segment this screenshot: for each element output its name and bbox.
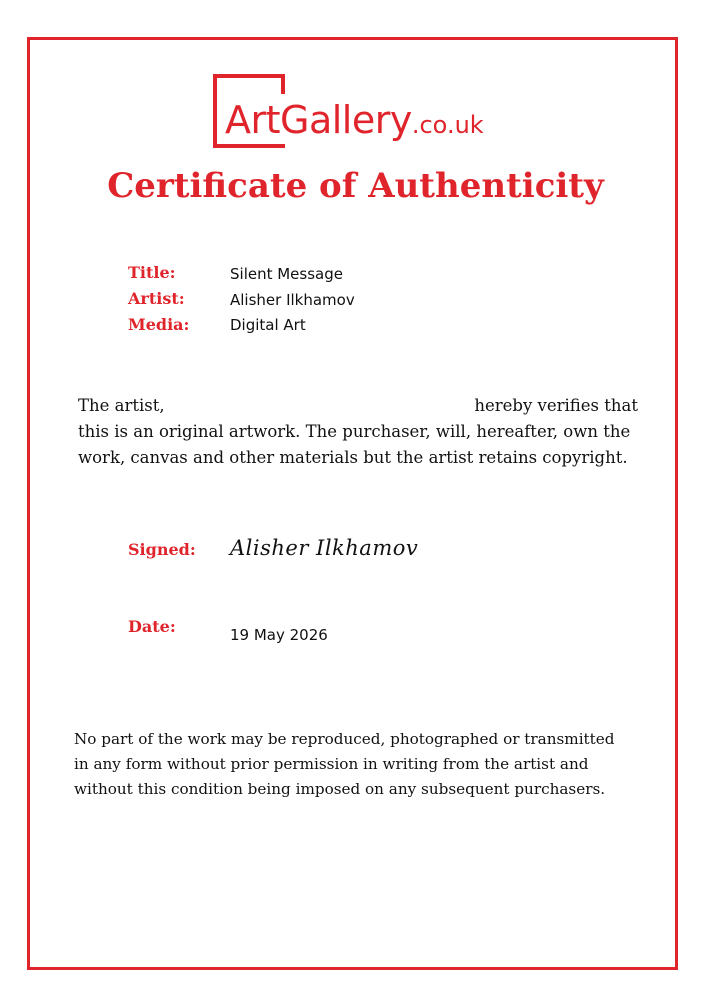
verification-statement [78,393,638,471]
copyright-notice [74,727,654,802]
statement-line-1 [78,393,638,419]
media-value: Digital Art [230,316,306,334]
notice-line-2: in any form without prior permission in writing from the artist and [74,755,589,773]
artist-value: Alisher Ilkhamov [230,291,355,309]
media-label: Media: [128,315,190,334]
logo-name: ArtGallery [225,98,412,142]
notice-line-1: No part of the work may be reproduced, photographed or transmitted [74,730,615,748]
statement-line-2: this is an original artwork. The purchaser, will, hereafter, own the [78,422,631,441]
logo-domain: .co.uk [411,111,484,139]
logo-text [225,98,484,142]
artist-label: Artist: [128,289,185,308]
date-label: Date: [128,617,176,636]
artgallery-logo [213,70,513,152]
artist-signature: Alisher Ilkhamov [230,536,419,560]
signed-label: Signed: [128,540,196,559]
title-label: Title: [128,263,176,282]
certificate-title: Certificate of Authenticity [107,166,604,206]
statement-end: hereby verifies that [474,396,638,415]
title-value: Silent Message [230,265,343,283]
statement-start: The artist, [78,396,165,415]
notice-line-3: without this condition being imposed on any subsequent purchasers. [74,780,606,798]
date-value: 19 May 2026 [230,626,328,644]
statement-line-3: work, canvas and other materials but the artist retains copyright. [78,448,628,467]
